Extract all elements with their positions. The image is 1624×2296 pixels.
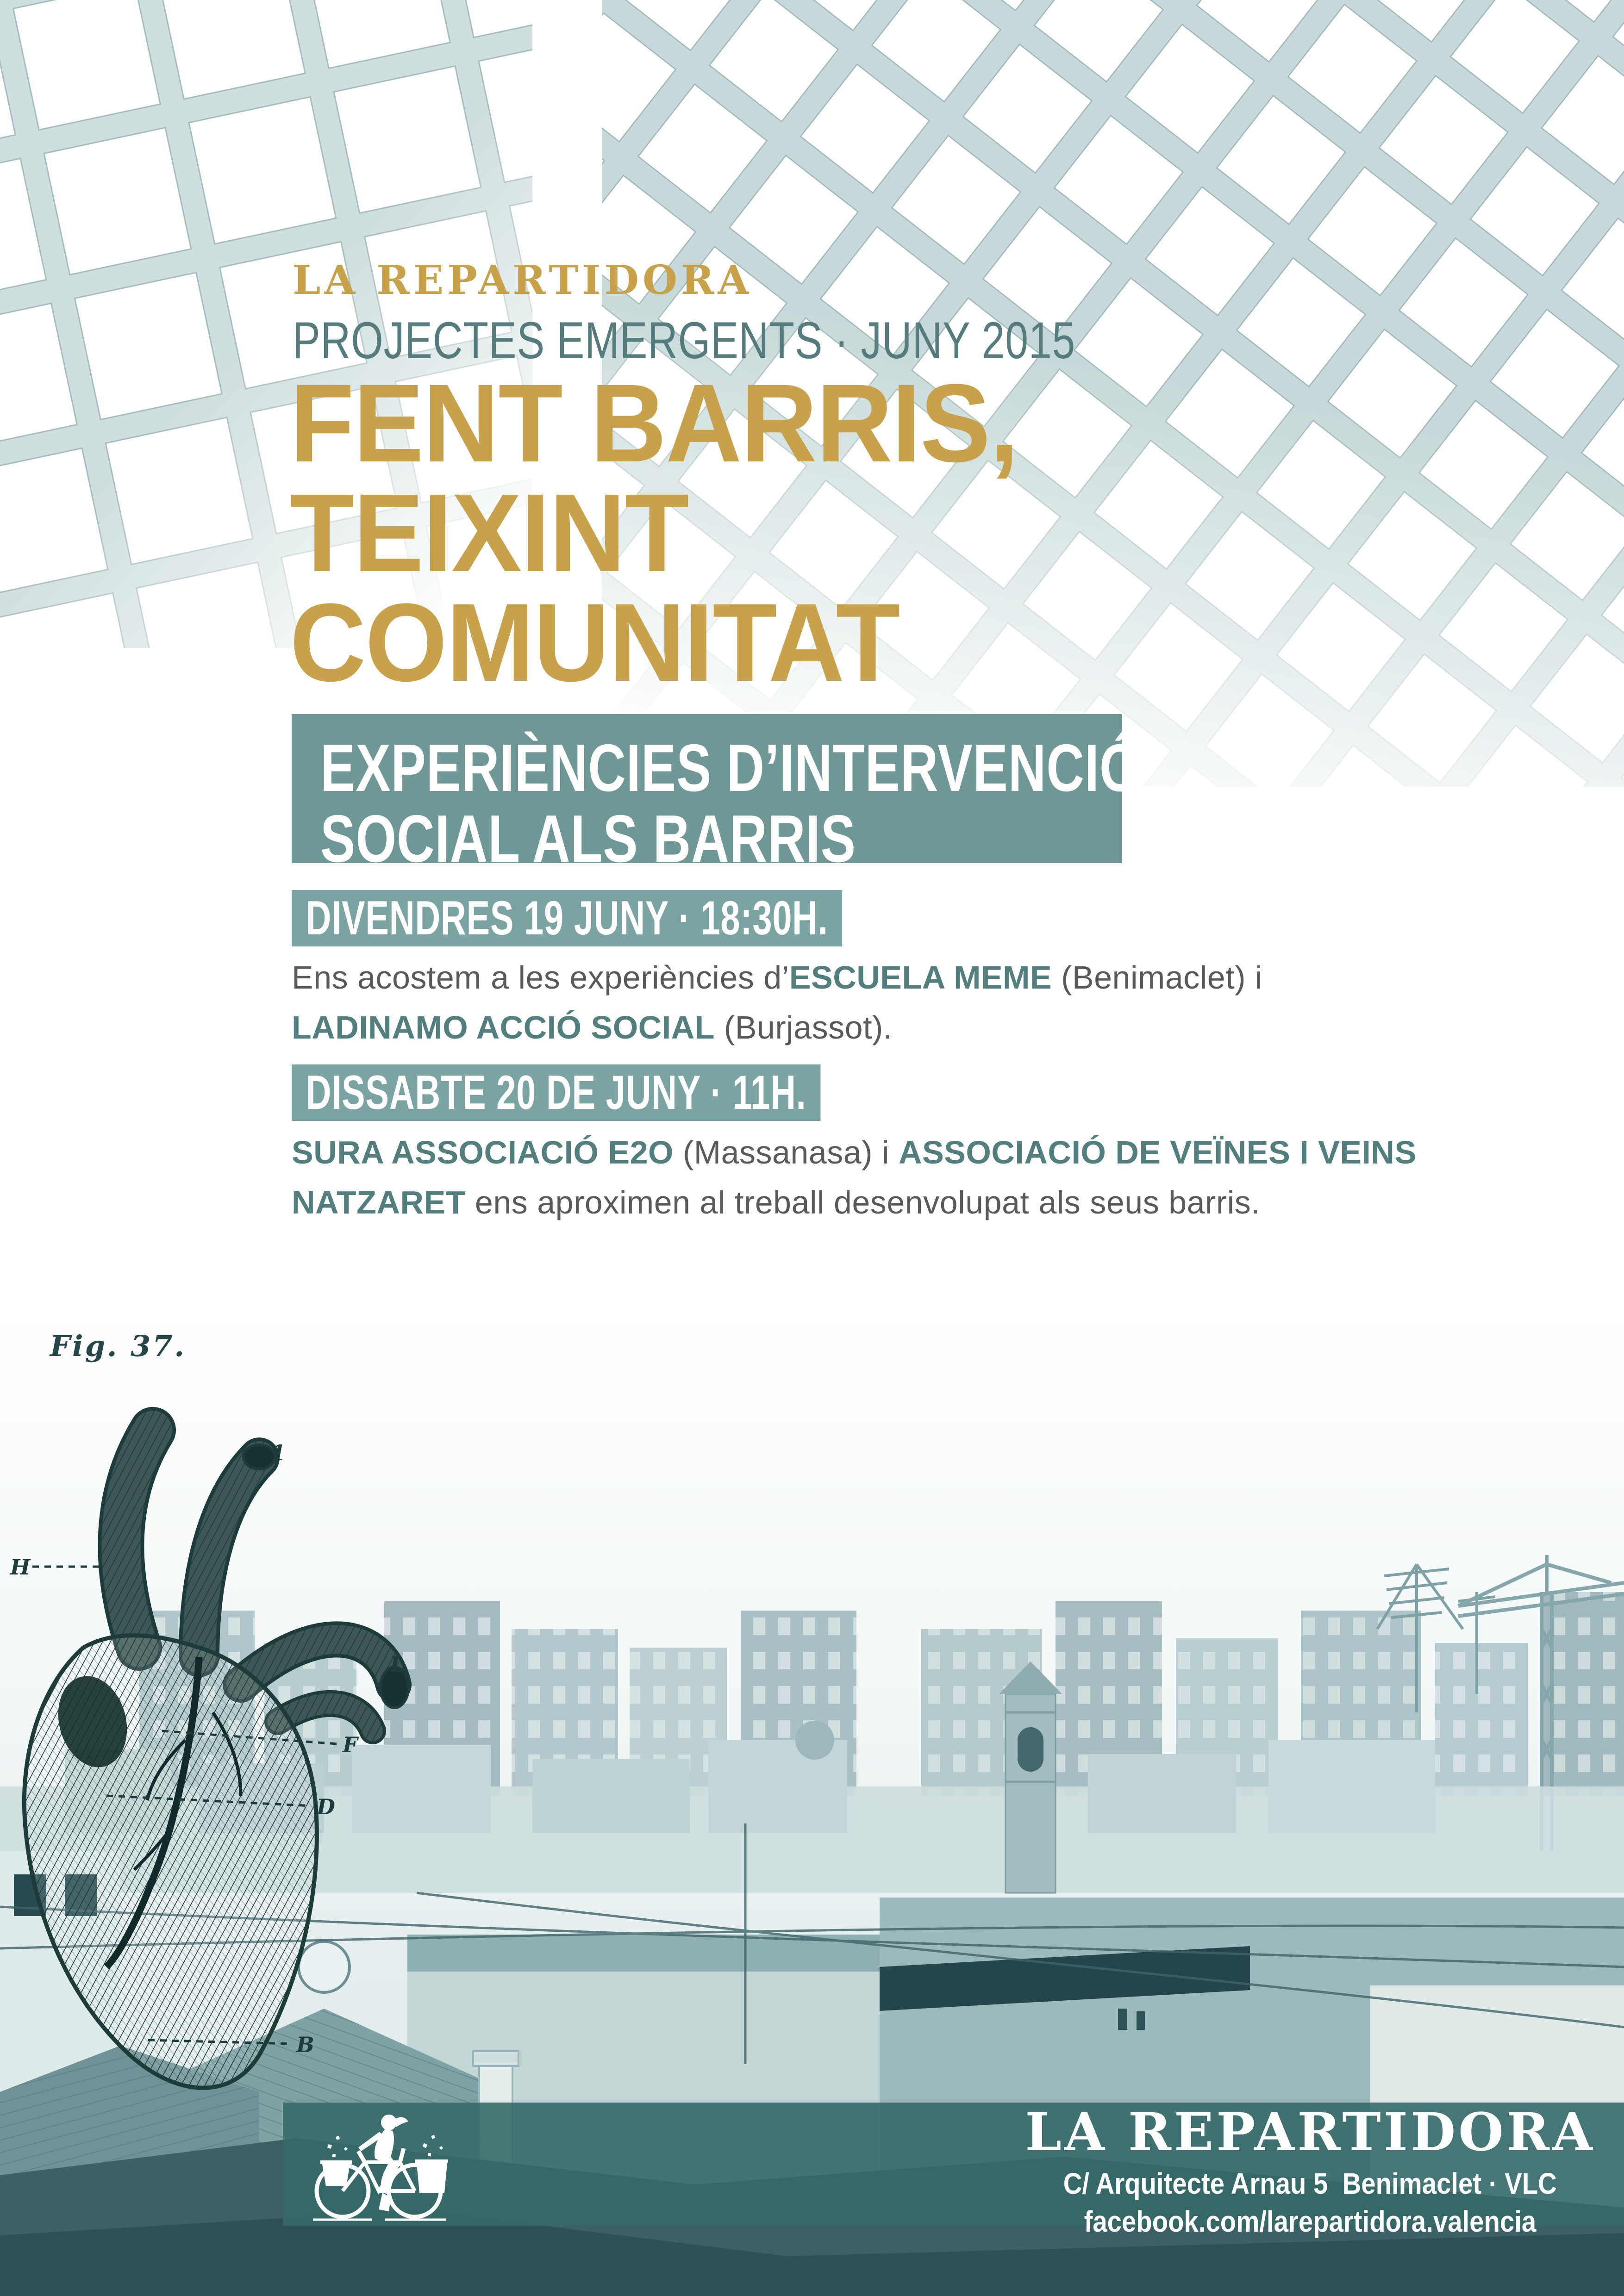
event-2-description: SURA ASSOCIACIÓ E2O (Massanasa) i ASSOCIACIÓ DE VEÏNES I VEINS NATZARET ens aproximen al treball desenvolupat als seus barris. <box>292 1134 1417 1220</box>
poster-title <box>290 361 1018 704</box>
bell-tower <box>999 1661 1062 1893</box>
banner-line-1: EXPERIÈNCIES D’INTERVENCIÓ <box>320 730 1141 805</box>
event-1-date-badge: DIVENDRES 19 JUNY · 18:30H. <box>292 890 842 946</box>
title-line-3: COMUNITAT <box>290 580 899 704</box>
label-h: H <box>10 1555 31 1580</box>
event-1-description: Ens acostem a les experiències d’ESCUELA MEME (Benimaclet) i LADINAMO ACCIÓ SOCIAL (Burjassot). <box>292 959 1262 1045</box>
subtitle-banner <box>292 714 1141 876</box>
figure-caption: Fig. 37. <box>50 1329 186 1363</box>
banner-text <box>320 730 1141 876</box>
title-line-2: TEIXINT <box>290 471 688 595</box>
footer-facebook-url: facebook.com/larepartidora.valencia <box>1084 2205 1537 2238</box>
label-f: F <box>343 1732 358 1757</box>
label-l: L <box>390 1652 405 1677</box>
footer-contact <box>1025 2102 1595 2238</box>
rear-basket <box>415 2159 448 2193</box>
footer-address: C/ Arquitecte Arnau 5 Benimaclet · VLC <box>1063 2167 1557 2200</box>
label-b: B <box>296 2032 314 2057</box>
title-line-1: FENT BARRIS, <box>290 361 1018 485</box>
heart-engraving <box>0 1361 431 2189</box>
bicycle-logo <box>309 2109 448 2223</box>
subtitle: PROJECTES EMERGENTS · JUNY 2015 <box>293 311 1076 369</box>
event-2-date-badge: DISSABTE 20 DE JUNY · 11H. <box>292 1064 820 1121</box>
label-1: 1 <box>271 1440 286 1465</box>
brand-title: LA REPARTIDORA <box>293 257 753 304</box>
heart-body <box>24 1636 317 2088</box>
banner-line-2: SOCIAL ALS BARRIS <box>320 801 856 876</box>
footer-brand: LA REPARTIDORA <box>1025 2102 1595 2163</box>
label-d: D <box>317 1794 335 1819</box>
